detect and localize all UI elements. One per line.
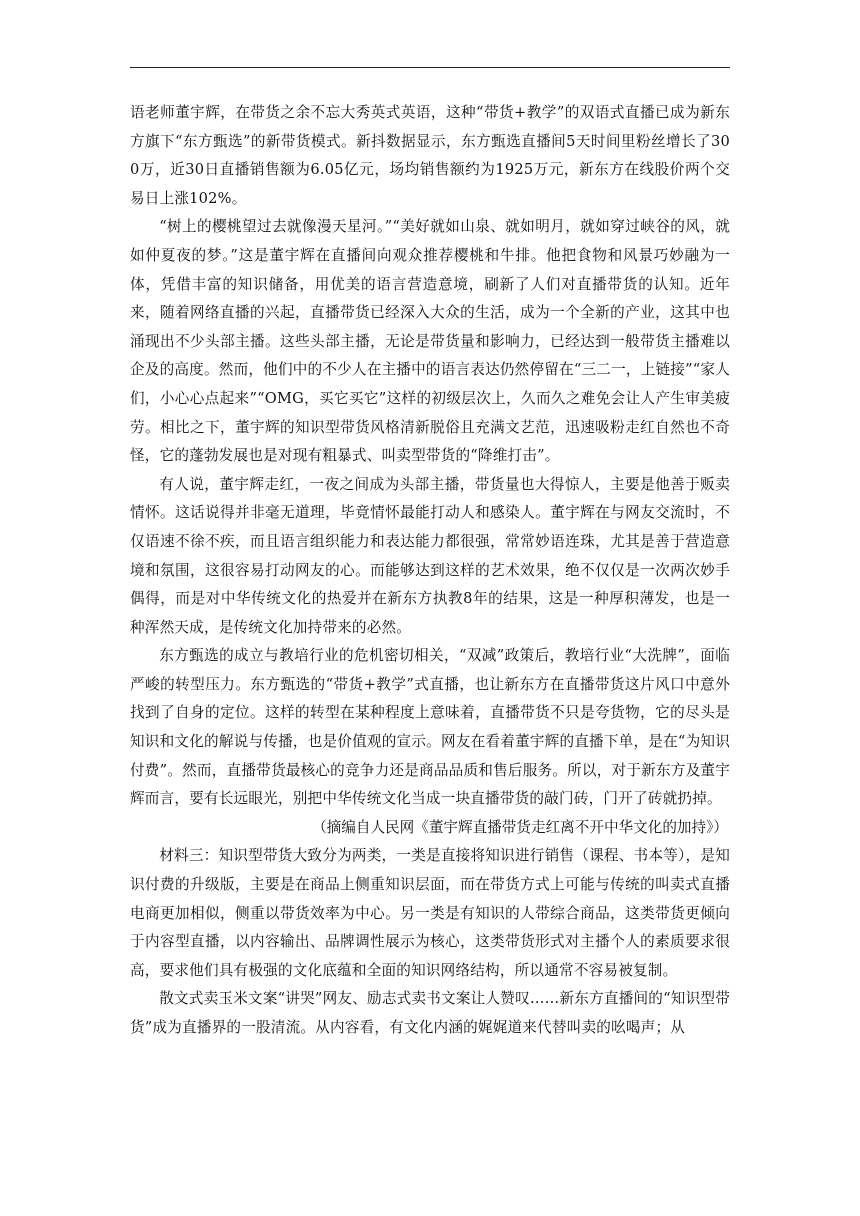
source-citation: （摘编自人民网《董宇辉直播带货走红离不开中华文化的加持》）: [312, 818, 728, 836]
paragraph-transformation: 东方甄选的成立与教培行业的危机密切相关，“双减”政策后，教培行业“大洗牌”，面临严峻的转型压力。东方甄选的“带货+教学”式直播，也让新东方在直播带货这片风口中意外找到了自身的定位。这样的转型在某种程度上意味着，直播带货不只是夸货物，它的尽头是知识和文化的解说与传播，也是价值观的宣示。网友在看着董宇辉的直播下单，是在“为知识付费”。然而，直播带货最核心的竞争力还是商品品质和售后服务。所以，对于新东方及董宇辉而言，要有长远眼光，别把中华传统文化当成一块直播带货的敲门砖，门开了砖就扔掉。: [130, 647, 730, 808]
paragraph-continuation: 语老师董宇辉，在带货之余不忘大秀英式英语，这种“带货+教学”的双语式直播已成为新东方旗下“东方甄选”的新带货模式。新抖数据显示，东方甄选直播间5天时间里粉丝增长了300万，近30日直播销售额为6.05亿元，场均销售额约为1925万元，新东方在线股价两个交易日上涨102%。: [130, 104, 730, 207]
paragraph-prose-copywriting: 散文式卖玉米文案“讲哭”网友、励志式卖书文案让人赞叹……新东方直播间的“知识型带货”成为直播界的一股清流。从内容看，有文化内涵的娓娓道来代替叫卖的吆喝声；从: [130, 990, 730, 1036]
header-rule: [130, 67, 730, 68]
paragraph-sentiment: 有人说，董宇辉走红，一夜之间成为头部主播，带货量也大得惊人，主要是他善于贩卖情怀。这话说得并非毫无道理，毕竟情怀最能打动人和感染人。董宇辉在与网友交流时，不仅语速不徐不疾，而且语言组织能力和表达能力都很强，常常妙语连珠，尤其是善于营造意境和氛围，这很容易打动网友的心。而能够达到这样的艺术效果，绝不仅仅是一次两次妙手偶得，而是对中华传统文化的热爱并在新东方执教8年的结果，这是一种厚积薄发，也是一种浑然天成，是传统文化加持带来的必然。: [130, 475, 730, 636]
paragraph-material-three: 材料三：知识型带货大致分为两类，一类是直接将知识进行销售（课程、书本等），是知识付费的升级版，主要是在商品上侧重知识层面，而在带货方式上可能与传统的叫卖式直播电商更加相似，侧重以带货效率为中心。另一类是有知识的人带综合商品，这类带货更倾向于内容型直播，以内容输出、品牌调性展示为核心，这类带货形式对主播个人的素质要求很高，要求他们具有极强的文化底蕴和全面的知识网络结构，所以通常不容易被复制。: [130, 847, 730, 979]
document-body: [130, 99, 730, 1043]
paragraph-cherry-quote: “树上的樱桃望过去就像漫天星河。”“美好就如山泉、就如明月，就如穿过峡谷的风，就如仲夏夜的梦。”这是董宇辉在直播间向观众推荐樱桃和牛排。他把食物和风景巧妙融为一体，凭借丰富的知识储备，用优美的语言营造意境，刷新了人们对直播带货的认知。近年来，随着网络直播的兴起，直播带货已经深入大众的生活，成为一个全新的产业，这其中也涌现出不少头部主播。这些头部主播，无论是带货量和影响力，已经达到一般带货主播难以企及的高度。然而，他们中的不少人在主播中的语言表达仍然停留在“三二一，上链接”“家人们，小心心点起来”“OMG，买它买它”这样的初级层次上，久而久之难免会让人产生审美疲劳。相比之下，董宇辉的知识型带货风格清新脱俗且充满文艺范，迅速吸粉走红自然也不奇怪，它的蓬勃发展也是对现有粗暴式、叫卖型带货的“降维打击”。: [130, 218, 730, 465]
